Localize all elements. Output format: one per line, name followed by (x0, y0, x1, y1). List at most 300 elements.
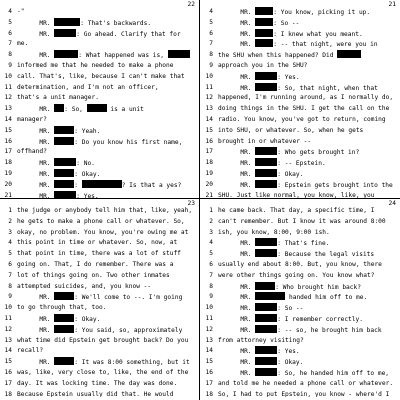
text-segment: : -- so, he brought him back (277, 326, 382, 334)
line-number: 12 (205, 325, 213, 333)
text-segment: MR. (218, 30, 256, 38)
line-text (17, 115, 198, 126)
text-segment: brought in or whatever -- (218, 137, 312, 145)
transcript-line (201, 390, 399, 397)
line-number: 10 (4, 72, 12, 80)
text-segment: : Okay. (74, 315, 101, 323)
line-number: 13 (205, 336, 213, 344)
transcript-line (0, 325, 198, 336)
transcript-line (201, 292, 399, 303)
transcript-line (201, 18, 399, 29)
text-segment: : That's fine. (277, 240, 330, 248)
line-number: 6 (8, 29, 12, 37)
text-segment: this point in time or whatever. So, now, at (17, 239, 178, 247)
text-segment: MR. (17, 106, 55, 114)
line-text (218, 390, 399, 397)
line-text (17, 228, 198, 239)
transcript-line (201, 147, 399, 158)
transcript-line (201, 137, 399, 148)
text-segment: : That's backwards. (80, 19, 152, 27)
transcript-line (201, 260, 399, 271)
line-number: 8 (209, 51, 213, 59)
line-number: 6 (209, 260, 213, 268)
line-text (218, 61, 399, 72)
transcript-page-22 (0, 0, 198, 198)
text-segment: MR. (218, 9, 256, 16)
redaction-block (255, 292, 285, 300)
line-number: 9 (8, 61, 12, 69)
text-segment: : Epstein gets brought into the (277, 181, 393, 189)
text-segment: MR. (218, 283, 256, 291)
line-text (17, 303, 198, 314)
line-number: 5 (8, 18, 12, 26)
text-segment: MR. (218, 369, 256, 377)
text-segment: So, I had to put Epstein, you know - where'd I (218, 390, 390, 397)
line-number: 16 (4, 137, 12, 145)
transcript-line (0, 228, 198, 239)
transcript-line (0, 147, 198, 158)
text-segment: what time did Epstein get brought back? Do you (17, 336, 189, 344)
text-segment: : We'll come to --. I'm going (74, 294, 183, 302)
text-segment: attempted suicides, and, you know -- (17, 282, 152, 290)
transcript-line (0, 292, 198, 303)
transcript-line (0, 217, 198, 228)
transcript-line (201, 368, 399, 379)
text-segment: : So -- (273, 19, 300, 27)
text-segment: MR. (218, 149, 256, 157)
line-number: 4 (8, 8, 12, 15)
line-number: 3 (209, 228, 213, 236)
redaction-block (255, 7, 273, 15)
line-number: 12 (4, 325, 12, 333)
line-number: 12 (205, 94, 213, 102)
line-text (218, 93, 399, 104)
text-segment: MR. (218, 315, 256, 323)
text-segment: can't remember. But I know it was around 8:00 (218, 217, 386, 225)
text-segment: : You know, picking it up. (273, 9, 371, 16)
redaction-block (255, 282, 275, 290)
redaction-block (54, 180, 74, 188)
transcript-line (201, 158, 399, 169)
redaction-block (255, 238, 277, 246)
line-text (218, 271, 399, 282)
line-number: 10 (205, 304, 213, 312)
text-segment: ? Is that a yes? (121, 181, 182, 189)
line-number: 21 (4, 191, 12, 198)
line-number: 15 (205, 126, 213, 134)
transcript-line (201, 238, 399, 249)
text-segment: MR. (218, 84, 256, 92)
text-segment: lot of things going on. Two other inmates (17, 271, 170, 279)
transcript-line (201, 191, 399, 198)
line-number: 14 (205, 115, 213, 123)
redaction-block (54, 325, 74, 333)
redaction-block (54, 18, 80, 26)
transcript-line (201, 217, 399, 228)
transcript-line (201, 7, 399, 18)
transcript-line (0, 180, 198, 191)
line-number: 13 (4, 336, 12, 344)
transcript-lines (201, 206, 399, 397)
line-number: 7 (8, 40, 12, 48)
line-text (17, 72, 198, 83)
transcript-line (0, 191, 198, 198)
transcript-line (0, 104, 198, 115)
text-segment: MR. (218, 170, 256, 178)
transcript-line (201, 83, 399, 94)
redaction-block (255, 83, 277, 91)
line-number: 11 (205, 83, 213, 91)
text-segment: offhand? (17, 148, 47, 156)
transcript-line (201, 346, 399, 357)
text-segment: MR. (17, 138, 55, 146)
transcript-line (201, 336, 399, 347)
line-number: 17 (205, 379, 213, 387)
text-segment: : Yes. (277, 348, 300, 356)
transcript-line (201, 180, 399, 191)
text-segment: : So -- (277, 305, 304, 313)
line-number: 14 (4, 115, 12, 123)
text-segment: : Who gets brought in? (277, 149, 360, 157)
line-number: 20 (205, 180, 213, 188)
line-number: 11 (4, 83, 12, 91)
line-number: 11 (205, 314, 213, 322)
text-segment: MR. (17, 52, 55, 60)
line-number: 13 (205, 105, 213, 113)
line-text (17, 368, 198, 379)
line-number: 10 (4, 304, 12, 312)
transcript-page-23 (0, 199, 198, 397)
redaction-block (54, 314, 74, 322)
line-number: 17 (4, 148, 12, 156)
page-number: 22 (187, 1, 195, 8)
text-segment: to go through that, too. (17, 304, 107, 312)
text-segment: happened, I'm running around, as I normally do, (218, 94, 394, 102)
text-segment: doing things in the SHU. I get the call on the (218, 105, 390, 113)
line-number: 1 (8, 207, 12, 214)
text-segment: : Yes. (76, 192, 99, 198)
text-segment: MR. (17, 30, 55, 38)
text-segment: approach you in the SHU? (218, 61, 308, 69)
transcript-line (0, 357, 198, 368)
transcript-line (201, 228, 399, 239)
transcript-line (0, 115, 198, 126)
text-segment: MR. (218, 348, 256, 356)
transcript-line (0, 158, 198, 169)
line-number: 9 (8, 293, 12, 301)
line-text (218, 206, 399, 217)
transcript-line (0, 260, 198, 271)
text-segment: MR. (218, 305, 256, 313)
redaction-block (255, 18, 273, 26)
text-segment: : I remember correctly. (277, 315, 363, 323)
transcript-line (0, 61, 198, 72)
transcript-line (201, 50, 399, 61)
line-number: 3 (8, 228, 12, 236)
transcript-line (0, 271, 198, 282)
transcript-line (201, 303, 399, 314)
text-segment: handed him off to me. (285, 294, 368, 302)
transcript-line (0, 72, 198, 83)
redaction-block (255, 314, 277, 322)
transcript-line (0, 346, 198, 357)
line-number: 7 (209, 40, 213, 48)
text-segment: : Okay. (277, 170, 304, 178)
redaction-block (54, 292, 74, 300)
text-segment: recall? (17, 347, 44, 355)
line-text (17, 260, 198, 271)
text-segment: : Go ahead. Clarify that for (76, 30, 181, 38)
text-segment: the judge or anybody tell him that, like, yeah, (17, 207, 193, 214)
transcript-line (0, 7, 198, 18)
line-number: 11 (4, 314, 12, 322)
redaction-block (54, 158, 76, 166)
transcript-page-21 (201, 0, 399, 198)
redaction-block (255, 158, 277, 166)
line-number: 6 (8, 260, 12, 268)
redaction-block (54, 126, 74, 134)
line-text (218, 191, 399, 198)
transcript-line (0, 282, 198, 293)
text-segment: : Do you know his first name, (74, 138, 183, 146)
text-segment: MR. (17, 170, 55, 178)
line-text (17, 61, 198, 72)
redaction-block (255, 346, 277, 354)
text-segment: MR. (17, 127, 55, 135)
transcript-line (201, 39, 399, 50)
text-segment: MR. (17, 160, 55, 168)
text-segment: MR. (17, 359, 55, 367)
transcript-line (201, 72, 399, 83)
redaction-block (255, 39, 273, 47)
redaction-block (168, 50, 190, 58)
transcript-page-24 (201, 199, 399, 397)
line-number: 15 (205, 358, 213, 366)
text-segment: MR. (17, 181, 55, 189)
text-segment: MR. (218, 160, 256, 168)
text-segment: manager? (17, 115, 47, 123)
transcript-line (201, 169, 399, 180)
text-segment: -" (17, 8, 25, 15)
line-text (17, 93, 198, 104)
transcript-line (0, 314, 198, 325)
text-segment: MR. (218, 251, 256, 259)
line-text (17, 206, 198, 217)
transcript-line (201, 271, 399, 282)
transcript-lines (201, 7, 399, 198)
transcript-line (201, 126, 399, 137)
transcript-line (201, 61, 399, 72)
line-text (17, 147, 198, 158)
page-number: 21 (388, 1, 396, 8)
line-number: 17 (205, 148, 213, 156)
text-segment: radio. You know, you've got to return, coming (218, 115, 386, 123)
line-number: 15 (4, 126, 12, 134)
text-segment: : Yeah. (74, 127, 101, 135)
line-number: 17 (4, 379, 12, 387)
text-segment: : What happened was is, (78, 52, 168, 60)
line-number: 9 (209, 61, 213, 69)
text-segment: MR. (218, 294, 256, 302)
line-number: 18 (205, 390, 213, 397)
line-text (17, 191, 198, 198)
line-number: 16 (205, 137, 213, 145)
line-text (17, 238, 198, 249)
text-segment: MR. (218, 326, 256, 334)
text-segment: : Okay. (277, 359, 304, 367)
text-segment: usually end about 8:00. But, you know, there (218, 260, 382, 268)
transcript-line (0, 206, 198, 217)
transcript-line (201, 93, 399, 104)
transcript-line (201, 104, 399, 115)
text-segment: ish, you know, 8:00, 9:00 ish. (218, 228, 330, 236)
transcript-line (201, 206, 399, 217)
line-number: 9 (209, 293, 213, 301)
line-text (17, 346, 198, 357)
line-number: 7 (8, 271, 12, 279)
text-segment: : So, he handed him off to me, (277, 369, 390, 377)
text-segment: call. That's, like, because I can't make that (17, 72, 185, 80)
text-segment: : Because the legal visits (277, 251, 375, 259)
transcript-line (0, 379, 198, 390)
transcript-line (201, 325, 399, 336)
transcript-line (0, 93, 198, 104)
transcript-line (201, 115, 399, 126)
line-number: 16 (205, 368, 213, 376)
redaction-block (255, 147, 277, 155)
line-text (17, 249, 198, 260)
line-number: 4 (209, 239, 213, 247)
redaction-block (255, 169, 277, 177)
text-segment: MR. (218, 359, 256, 367)
redaction-block (337, 50, 361, 58)
line-text (17, 379, 198, 390)
line-number: 7 (209, 271, 213, 279)
line-number: 8 (8, 51, 12, 59)
line-number: 8 (8, 282, 12, 290)
transcript-line (0, 29, 198, 40)
line-number: 5 (8, 250, 12, 258)
text-segment: and told me he needed a phone call or whatever. (218, 379, 394, 387)
line-number: 20 (4, 180, 12, 188)
text-segment: MR. (17, 326, 55, 334)
transcript-line (201, 357, 399, 368)
text-segment: was, like, very close to, like, the end of the (17, 368, 189, 376)
text-segment: he came back. That day, a specific time, I (218, 207, 375, 214)
line-text (218, 104, 399, 115)
page-number: 23 (187, 200, 195, 207)
vertical-divider (199, 0, 200, 400)
text-segment: : I knew what you meant. (273, 30, 363, 38)
text-segment: that point in time, there was a lot of stuff (17, 250, 181, 258)
transcript-line (0, 303, 198, 314)
line-text (218, 115, 399, 126)
line-text (218, 379, 399, 390)
text-segment: going on. That, I do remember. There was a (17, 260, 174, 268)
transcript-line (201, 282, 399, 293)
text-segment: that's a unit manager. (17, 94, 99, 102)
line-number: 18 (4, 159, 12, 167)
line-number: 12 (4, 94, 12, 102)
line-number: 5 (209, 250, 213, 258)
text-segment: the SHU when this happened? Did (218, 52, 338, 60)
text-segment: MR. (218, 73, 256, 81)
transcript-line (0, 249, 198, 260)
transcript-line (0, 126, 198, 137)
line-number: 4 (8, 239, 12, 247)
line-text (17, 217, 198, 228)
redaction-block (255, 29, 273, 37)
text-segment: MR. (17, 19, 55, 27)
line-text (17, 336, 198, 347)
redaction-block (54, 191, 76, 198)
transcript-line (201, 314, 399, 325)
line-number: 18 (4, 390, 12, 397)
text-segment: Because Epstein usually did that. He would (17, 390, 174, 397)
line-number: 5 (209, 18, 213, 26)
line-number: 21 (205, 191, 213, 198)
line-number: 13 (4, 105, 12, 113)
redaction-block (255, 249, 277, 257)
line-text (218, 336, 399, 347)
line-text (17, 282, 198, 293)
line-text (17, 39, 198, 50)
line-number: 10 (205, 72, 213, 80)
redaction-block (255, 303, 277, 311)
transcript-line (0, 137, 198, 148)
text-segment: MR. (218, 181, 256, 189)
line-number: 19 (205, 169, 213, 177)
line-number: 1 (209, 207, 213, 214)
transcript-line (0, 336, 198, 347)
text-segment: : Yes. (277, 73, 300, 81)
text-segment: MR. (17, 294, 55, 302)
text-segment: MR. (17, 315, 55, 323)
text-segment: MR. (218, 19, 256, 27)
text-segment: : Okay. (74, 170, 101, 178)
transcript-line (0, 169, 198, 180)
text-segment: : No. (76, 160, 95, 168)
line-number: 2 (209, 217, 213, 225)
redaction-block (255, 72, 277, 80)
text-segment: : -- Epstein. (277, 160, 326, 168)
text-segment: from attorney visiting? (218, 336, 304, 344)
line-number: 4 (209, 8, 213, 15)
text-segment: : So, that night, when that (277, 84, 378, 92)
text-segment: MR. (218, 240, 256, 248)
line-number: 18 (205, 159, 213, 167)
text-segment: determination, and I'm not an officer, (17, 83, 159, 91)
text-segment: MR. (218, 41, 256, 49)
text-segment: : (74, 181, 82, 189)
line-text (17, 271, 198, 282)
transcript-line (0, 18, 198, 29)
redaction-block (255, 325, 277, 333)
text-segment: : It was 8:00 something, but it (74, 359, 190, 367)
line-text (218, 217, 399, 228)
redaction-block (54, 137, 74, 145)
text-segment: into SHU, or whatever. So, when he gets (218, 126, 364, 134)
text-segment: day. It was locking time. The day was done. (17, 379, 178, 387)
transcript-lines (0, 206, 198, 397)
redaction-block (87, 104, 107, 112)
transcript-line (0, 50, 198, 61)
transcript-lines (0, 7, 198, 198)
transcript-line (0, 238, 198, 249)
line-text (17, 83, 198, 94)
line-number: 14 (205, 347, 213, 355)
text-segment: is a unit (106, 106, 144, 114)
